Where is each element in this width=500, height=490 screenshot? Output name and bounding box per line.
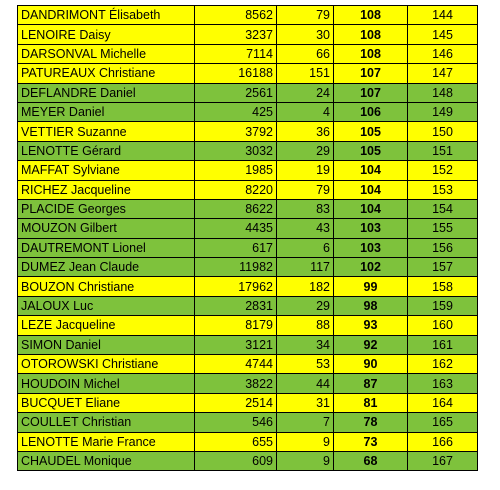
games-count-cell[interactable]: 117 [277,258,334,277]
table-row[interactable] [18,122,478,141]
total-points-cell[interactable]: 3121 [195,335,277,354]
player-name-cell[interactable]: DEFLANDRE Daniel [18,83,195,102]
games-count-cell[interactable]: 34 [277,335,334,354]
average-score-cell[interactable]: 102 [334,258,408,277]
total-points-cell[interactable]: 3237 [195,25,277,44]
average-score-cell[interactable]: 107 [334,64,408,83]
player-name-cell[interactable]: BOUZON Christiane [18,277,195,296]
games-count-cell[interactable]: 44 [277,374,334,393]
rank-cell[interactable]: 160 [408,316,478,335]
average-score-cell[interactable]: 104 [334,180,408,199]
player-name-cell[interactable]: PATUREAUX Christiane [18,64,195,83]
rank-cell[interactable]: 154 [408,199,478,218]
average-score-cell[interactable]: 90 [334,355,408,374]
games-count-cell[interactable]: 43 [277,219,334,238]
total-points-cell[interactable]: 2831 [195,296,277,315]
player-name-cell[interactable]: LENOTTE Marie France [18,432,195,451]
rank-cell[interactable]: 148 [408,83,478,102]
player-name-cell[interactable]: JALOUX Luc [18,296,195,315]
games-count-cell[interactable]: 66 [277,44,334,63]
table-row[interactable] [18,413,478,432]
average-score-cell[interactable]: 103 [334,219,408,238]
table-row[interactable] [18,316,478,335]
table-row[interactable] [18,335,478,354]
total-points-cell[interactable]: 3032 [195,141,277,160]
average-score-cell[interactable]: 108 [334,6,408,25]
games-count-cell[interactable]: 182 [277,277,334,296]
player-name-cell[interactable]: MEYER Daniel [18,102,195,121]
rank-cell[interactable]: 147 [408,64,478,83]
rank-cell[interactable]: 161 [408,335,478,354]
player-name-cell[interactable]: OTOROWSKI Christiane [18,355,195,374]
games-count-cell[interactable]: 6 [277,238,334,257]
rank-cell[interactable]: 166 [408,432,478,451]
total-points-cell[interactable]: 2561 [195,83,277,102]
games-count-cell[interactable]: 4 [277,102,334,121]
rank-cell[interactable]: 153 [408,180,478,199]
games-count-cell[interactable]: 79 [277,180,334,199]
table-row[interactable] [18,64,478,83]
player-name-cell[interactable]: BUCQUET Eliane [18,393,195,412]
games-count-cell[interactable]: 88 [277,316,334,335]
table-row[interactable] [18,25,478,44]
player-name-cell[interactable]: MAFFAT Sylviane [18,161,195,180]
average-score-cell[interactable]: 105 [334,122,408,141]
total-points-cell[interactable]: 655 [195,432,277,451]
player-name-cell[interactable]: LENOTTE Gérard [18,141,195,160]
average-score-cell[interactable]: 106 [334,102,408,121]
total-points-cell[interactable]: 8562 [195,6,277,25]
average-score-cell[interactable]: 108 [334,25,408,44]
average-score-cell[interactable]: 68 [334,451,408,470]
games-count-cell[interactable]: 36 [277,122,334,141]
rank-cell[interactable]: 167 [408,451,478,470]
rank-cell[interactable]: 164 [408,393,478,412]
average-score-cell[interactable]: 92 [334,335,408,354]
table-row[interactable] [18,141,478,160]
table-row[interactable] [18,6,478,25]
rank-cell[interactable]: 150 [408,122,478,141]
games-count-cell[interactable]: 9 [277,451,334,470]
table-row[interactable] [18,393,478,412]
total-points-cell[interactable]: 425 [195,102,277,121]
rank-cell[interactable]: 145 [408,25,478,44]
rank-cell[interactable]: 152 [408,161,478,180]
total-points-cell[interactable]: 4435 [195,219,277,238]
table-row[interactable] [18,296,478,315]
player-name-cell[interactable]: LEZE Jacqueline [18,316,195,335]
average-score-cell[interactable]: 78 [334,413,408,432]
table-row[interactable] [18,199,478,218]
games-count-cell[interactable]: 24 [277,83,334,102]
average-score-cell[interactable]: 103 [334,238,408,257]
total-points-cell[interactable]: 1985 [195,161,277,180]
player-name-cell[interactable]: PLACIDE Georges [18,199,195,218]
table-row[interactable] [18,432,478,451]
ranking-table [17,5,478,471]
rank-cell[interactable]: 159 [408,296,478,315]
average-score-cell[interactable]: 93 [334,316,408,335]
total-points-cell[interactable]: 17962 [195,277,277,296]
rank-cell[interactable]: 165 [408,413,478,432]
rank-cell[interactable]: 151 [408,141,478,160]
games-count-cell[interactable]: 29 [277,296,334,315]
average-score-cell[interactable]: 104 [334,161,408,180]
games-count-cell[interactable]: 83 [277,199,334,218]
average-score-cell[interactable]: 98 [334,296,408,315]
table-row[interactable] [18,238,478,257]
rank-cell[interactable]: 155 [408,219,478,238]
player-name-cell[interactable]: DANDRIMONT Élisabeth [18,6,195,25]
average-score-cell[interactable]: 105 [334,141,408,160]
games-count-cell[interactable]: 151 [277,64,334,83]
total-points-cell[interactable]: 7114 [195,44,277,63]
average-score-cell[interactable]: 99 [334,277,408,296]
player-name-cell[interactable]: HOUDOIN Michel [18,374,195,393]
games-count-cell[interactable]: 29 [277,141,334,160]
total-points-cell[interactable]: 3822 [195,374,277,393]
total-points-cell[interactable]: 8220 [195,180,277,199]
total-points-cell[interactable]: 546 [195,413,277,432]
player-name-cell[interactable]: MOUZON Gilbert [18,219,195,238]
average-score-cell[interactable]: 81 [334,393,408,412]
rank-cell[interactable]: 156 [408,238,478,257]
table-row[interactable] [18,374,478,393]
average-score-cell[interactable]: 108 [334,44,408,63]
total-points-cell[interactable]: 609 [195,451,277,470]
total-points-cell[interactable]: 8179 [195,316,277,335]
rank-cell[interactable]: 144 [408,6,478,25]
rank-cell[interactable]: 149 [408,102,478,121]
table-row[interactable] [18,83,478,102]
games-count-cell[interactable]: 9 [277,432,334,451]
total-points-cell[interactable]: 8622 [195,199,277,218]
average-score-cell[interactable]: 87 [334,374,408,393]
average-score-cell[interactable]: 73 [334,432,408,451]
games-count-cell[interactable]: 31 [277,393,334,412]
player-name-cell[interactable]: LENOIRE Daisy [18,25,195,44]
games-count-cell[interactable]: 30 [277,25,334,44]
average-score-cell[interactable]: 104 [334,199,408,218]
total-points-cell[interactable]: 2514 [195,393,277,412]
table-row[interactable] [18,258,478,277]
player-name-cell[interactable]: DARSONVAL Michelle [18,44,195,63]
table-row[interactable] [18,355,478,374]
total-points-cell[interactable]: 4744 [195,355,277,374]
table-row[interactable] [18,451,478,470]
total-points-cell[interactable]: 16188 [195,64,277,83]
rank-cell[interactable]: 162 [408,355,478,374]
rank-cell[interactable]: 146 [408,44,478,63]
games-count-cell[interactable]: 7 [277,413,334,432]
player-name-cell[interactable]: VETTIER Suzanne [18,122,195,141]
average-score-cell[interactable]: 107 [334,83,408,102]
player-name-cell[interactable]: RICHEZ Jacqueline [18,180,195,199]
rank-cell[interactable]: 158 [408,277,478,296]
games-count-cell[interactable]: 19 [277,161,334,180]
table-row[interactable] [18,180,478,199]
table-row[interactable] [18,161,478,180]
rank-cell[interactable]: 157 [408,258,478,277]
table-row[interactable] [18,219,478,238]
games-count-cell[interactable]: 53 [277,355,334,374]
ranking-table-body [18,6,478,471]
table-row[interactable] [18,277,478,296]
player-name-cell[interactable]: SIMON Daniel [18,335,195,354]
total-points-cell[interactable]: 11982 [195,258,277,277]
player-name-cell[interactable]: COULLET Christian [18,413,195,432]
total-points-cell[interactable]: 617 [195,238,277,257]
total-points-cell[interactable]: 3792 [195,122,277,141]
games-count-cell[interactable]: 79 [277,6,334,25]
rank-cell[interactable]: 163 [408,374,478,393]
player-name-cell[interactable]: DUMEZ Jean Claude [18,258,195,277]
player-name-cell[interactable]: CHAUDEL Monique [18,451,195,470]
table-row[interactable] [18,44,478,63]
player-name-cell[interactable]: DAUTREMONT Lionel [18,238,195,257]
table-row[interactable] [18,102,478,121]
